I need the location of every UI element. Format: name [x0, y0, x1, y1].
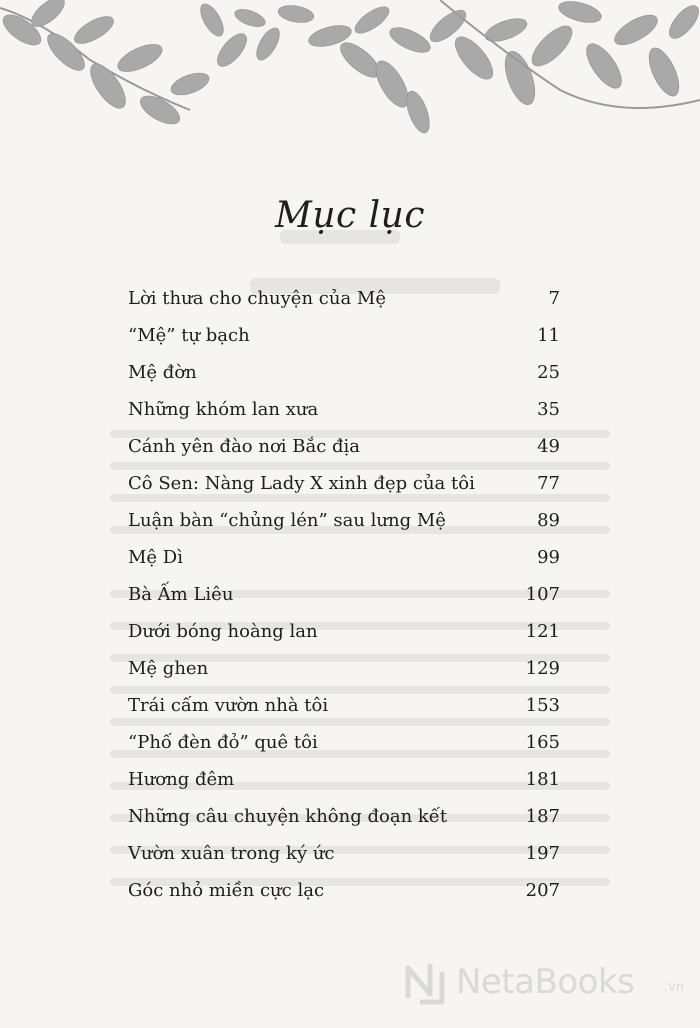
toc-entry-title: Cánh yên đào nơi Bắc địa [128, 436, 361, 457]
table-of-contents [128, 280, 560, 909]
toc-entry [128, 798, 560, 835]
toc-entry-page: 35 [537, 399, 560, 420]
toc-entry-title: Vườn xuân trong ký ức [128, 843, 335, 864]
page-title: Mục lục [274, 195, 425, 236]
toc-entry-page: 107 [525, 584, 560, 605]
toc-entry-title: Những khóm lan xưa [128, 399, 319, 420]
toc-entry-page: 197 [525, 843, 560, 864]
toc-entry-title: Những câu chuyện không đoạn kết [128, 806, 448, 827]
toc-entry-page: 121 [525, 621, 560, 642]
toc-entry-title: Bà Ấm Liêu [128, 584, 234, 605]
toc-entry [128, 391, 560, 428]
toc-entry [128, 872, 560, 909]
toc-entry-title: Góc nhỏ miền cực lạc [128, 880, 325, 901]
toc-entry [128, 465, 560, 502]
toc-entry-page: 99 [537, 547, 560, 568]
toc-entry-title: Hương đêm [128, 769, 235, 790]
toc-entry [128, 539, 560, 576]
toc-entry-title: Dưới bóng hoàng lan [128, 621, 318, 642]
toc-entry-page: 187 [525, 806, 560, 827]
toc-entry [128, 576, 560, 613]
book-logo-icon [400, 958, 450, 1008]
toc-entry-page: 207 [525, 880, 560, 901]
watermark-logo [400, 956, 700, 1016]
watermark-suffix: .vn [664, 980, 685, 995]
toc-entry-page: 49 [537, 436, 560, 457]
toc-entry [128, 835, 560, 872]
toc-entry-title: Mệ đờn [128, 362, 197, 383]
toc-entry-title: Trái cấm vườn nhà tôi [128, 695, 329, 716]
toc-entry [128, 761, 560, 798]
toc-entry-title: “Phố đèn đỏ” quê tôi [128, 732, 318, 753]
toc-entry-title: Cô Sen: Nàng Lady X xinh đẹp của tôi [128, 473, 475, 494]
toc-entry-page: 11 [537, 325, 560, 346]
toc-entry-page: 89 [537, 510, 560, 531]
toc-entry-page: 153 [525, 695, 560, 716]
toc-entry [128, 317, 560, 354]
toc-entry-title: Mệ ghen [128, 658, 209, 679]
toc-entry [128, 687, 560, 724]
toc-entry-title: “Mệ” tự bạch [128, 325, 250, 346]
toc-entry [128, 428, 560, 465]
toc-entry-page: 165 [525, 732, 560, 753]
toc-entry-title: Mệ Dì [128, 547, 183, 568]
toc-entry [128, 650, 560, 687]
toc-entry-page: 25 [537, 362, 560, 383]
toc-entry [128, 724, 560, 761]
toc-entry-title: Luận bàn “chủng lén” sau lưng Mệ [128, 510, 446, 531]
toc-entry-page: 7 [548, 288, 560, 309]
toc-entry [128, 354, 560, 391]
toc-entry-page: 77 [537, 473, 560, 494]
toc-entry-page: 129 [525, 658, 560, 679]
leaf-decoration [0, 0, 700, 150]
toc-entry-page: 181 [525, 769, 560, 790]
toc-entry [128, 613, 560, 650]
toc-entry [128, 502, 560, 539]
toc-entry-title: Lời thưa cho chuyện của Mệ [128, 288, 386, 309]
watermark-name: NetaBooks [456, 962, 635, 1002]
toc-entry [128, 280, 560, 317]
